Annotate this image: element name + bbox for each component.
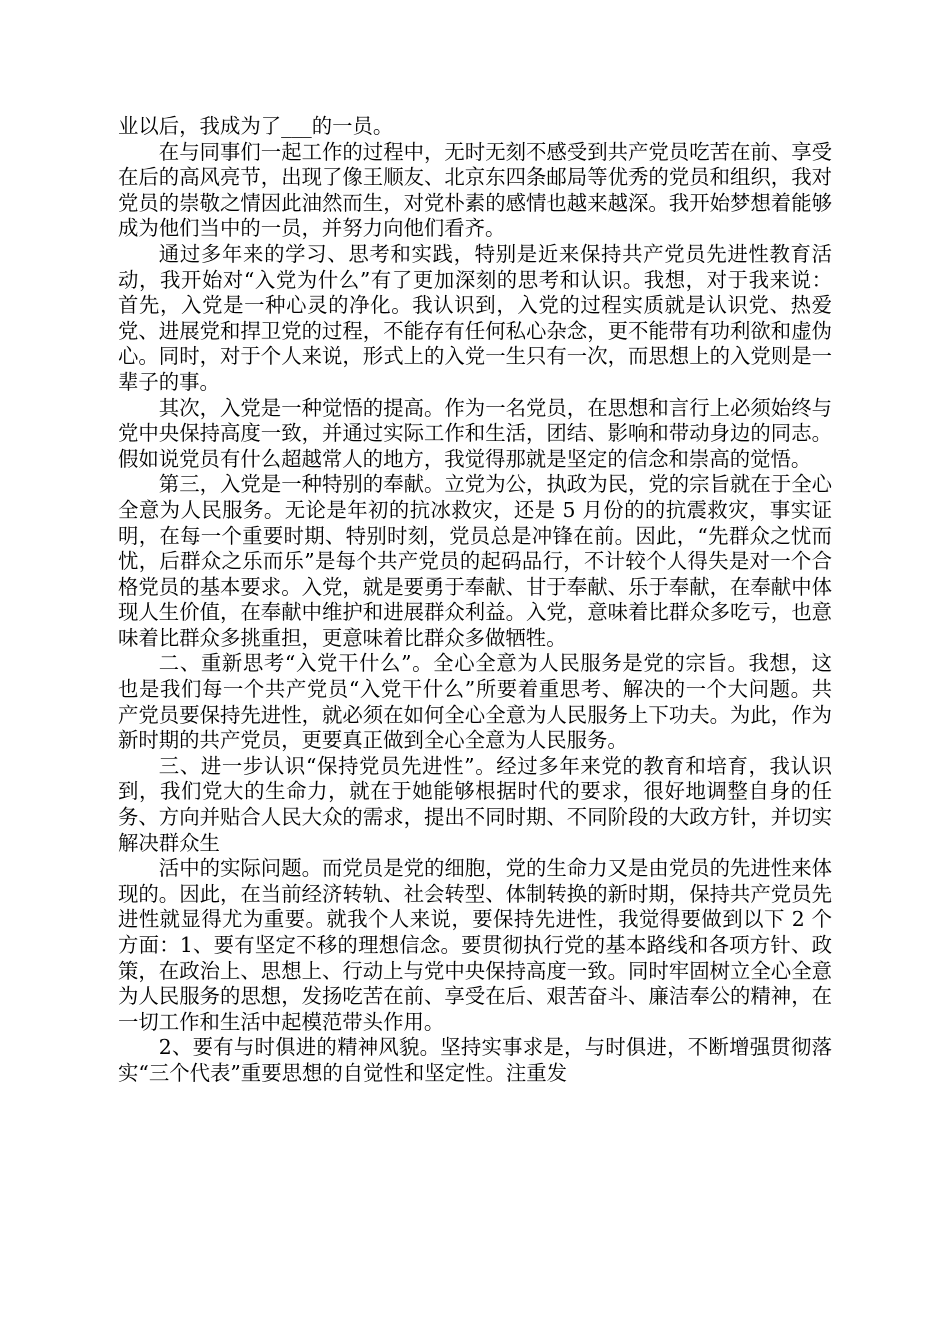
paragraph-3: 通过多年来的学习、思考和实践，特别是近来保持共产党员先进性教育活动，我开始对“入党为什么”有了更加深刻的思考和认识。我想，对于我来说：首先，入党是一种心灵的净化。我认识到，入党的过程实质就是认识党、热爱党、进展党和捍卫党的过程，不能存有任何私心杂念，更不能带有功利欲和虚伪心。同时，对于个人来说，形式上的入党一生只有一次，而思想上的入党则是一辈子的事。 — [118, 241, 832, 394]
document-page — [118, 114, 832, 1087]
paragraph-6: 二、重新思考“入党干什么”。全心全意为人民服务是党的宗旨。我想，这也是我们每一个共产党员“入党干什么”所要着重思考、解决的一个大问题。共产党员要保持先进性，就必须在如何全心全意为人民服务上下功夫。为此，作为新时期的共产党员，更要真正做到全心全意为人民服务。 — [118, 651, 832, 753]
paragraph-2: 在与同事们一起工作的过程中，无时无刻不感受到共产党员吃苦在前、享受在后的高风亮节，出现了像王顺友、北京东四条邮局等优秀的党员和组织，我对党员的崇敬之情因此油然而生，对党朴素的感情也越来越深。我开始梦想着能够成为他们当中的一员，并努力向他们看齐。 — [118, 139, 832, 241]
paragraph-5: 第三，入党是一种特别的奉献。立党为公，执政为民，党的宗旨就在于全心全意为人民服务。无论是年初的抗冰救灾，还是 5 月份的的抗震救灾，事实证明，在每一个重要时期、特别时刻，党员总是冲锋在前。因此，“先群众之忧而忧，后群众之乐而乐”是每个共产党员的起码品行，不计较个人得失是对一个合格党员的基本要求。入党，就是要勇于奉献、甘于奉献、乐于奉献，在奉献中体现人生价值，在奉献中维护和进展群众利益。入党，意味着比群众多吃亏，也意味着比群众多挑重担，更意味着比群众多做牺牲。 — [118, 472, 832, 650]
paragraph-4: 其次，入党是一种觉悟的提高。作为一名党员，在思想和言行上必须始终与党中央保持高度一致，并通过实际工作和生活，团结、影响和带动身边的同志。假如说党员有什么超越常人的地方，我觉得那就是坚定的信念和崇高的觉悟。 — [118, 395, 832, 471]
paragraph-9: 2、要有与时俱进的精神风貌。坚持实事求是，与时俱进，不断增强贯彻落实“三个代表”重要思想的自觉性和坚定性。注重发 — [118, 1035, 832, 1085]
paragraph-1: 业以后，我成为了___的一员。 — [118, 114, 394, 138]
paragraph-8: 活中的实际问题。而党员是党的细胞，党的生命力又是由党员的先进性来体现的。因此，在当前经济转轨、社会转型、体制转换的新时期，保持共产党员先进性就显得尤为重要。就我个人来说，要保持先进性，我觉得要做到以下 2 个方面：1、要有坚定不移的理想信念。要贯彻执行党的基本路线和各项方针、政策，在政治上、思想上、行动上与党中央保持高度一致。同时牢固树立全心全意为人民服务的思想，发扬吃苦在前、享受在后、艰苦奋斗、廉洁奉公的精神，在一切工作和生活中起模范带头作用。 — [118, 856, 832, 1034]
paragraph-7: 三、进一步认识“保持党员先进性”。经过多年来党的教育和培育，我认识到，我们党大的生命力，就在于她能够根据时代的要求，很好地调整自身的任务、方向并贴合人民大众的需求，提出不同时期、不同阶段的大政方针，并切实解决群众生 — [118, 753, 832, 855]
